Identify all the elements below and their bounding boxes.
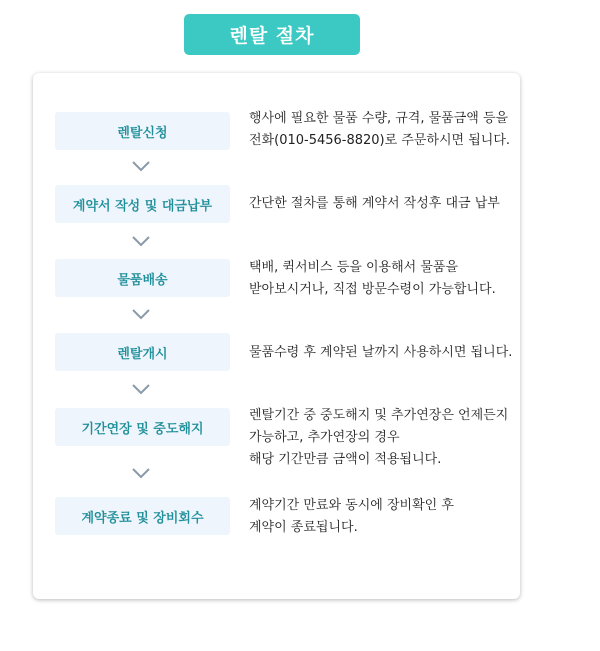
description-line: 택배, 퀵서비스 등을 이용해서 물품을 — [249, 260, 459, 275]
step-extension-termination: 기간연장 및 중도해지 — [55, 408, 230, 446]
description-line: 계약기간 만료와 동시에 장비확인 후 — [249, 498, 454, 513]
step-extension-termination-description — [249, 405, 519, 471]
step-rental-request-description — [249, 108, 519, 152]
description-line: 전화(010-5456-8820)로 주문하시면 됩니다. — [249, 133, 511, 148]
chevron-down-icon — [131, 160, 151, 172]
step-contract-payment-description — [249, 193, 519, 215]
page-title: 렌탈 절차 — [184, 14, 360, 55]
chevron-down-icon — [131, 467, 151, 479]
step-rental-request: 렌탈신청 — [55, 112, 230, 150]
step-contract-payment: 계약서 작성 및 대금납부 — [55, 185, 230, 223]
chevron-down-icon — [131, 308, 151, 320]
step-rental-start-description — [249, 342, 519, 364]
chevron-down-icon — [131, 383, 151, 395]
step-contract-end-retrieval: 계약종료 및 장비회수 — [55, 497, 230, 535]
step-delivery: 물품배송 — [55, 259, 230, 297]
step-contract-end-retrieval-description — [249, 495, 519, 539]
description-line: 계약이 종료됩니다. — [249, 520, 358, 535]
description-line: 해당 기간만큼 금액이 적용됩니다. — [249, 452, 442, 467]
description-line: 가능하고, 추가연장의 경우 — [249, 430, 400, 445]
description-line: 렌탈기간 중 중도해지 및 추가연장은 언제든지 — [249, 408, 509, 423]
description-line: 간단한 절차를 통해 계약서 작성후 대금 납부 — [249, 196, 500, 211]
step-delivery-description — [249, 257, 519, 301]
description-line: 행사에 필요한 물품 수량, 규격, 물품금액 등을 — [249, 111, 509, 126]
chevron-down-icon — [131, 235, 151, 247]
description-line: 물품수령 후 계약된 날까지 사용하시면 됩니다. — [249, 345, 513, 360]
step-rental-start: 렌탈개시 — [55, 333, 230, 371]
description-line: 받아보시거나, 직접 방문수령이 가능합니다. — [249, 282, 496, 297]
